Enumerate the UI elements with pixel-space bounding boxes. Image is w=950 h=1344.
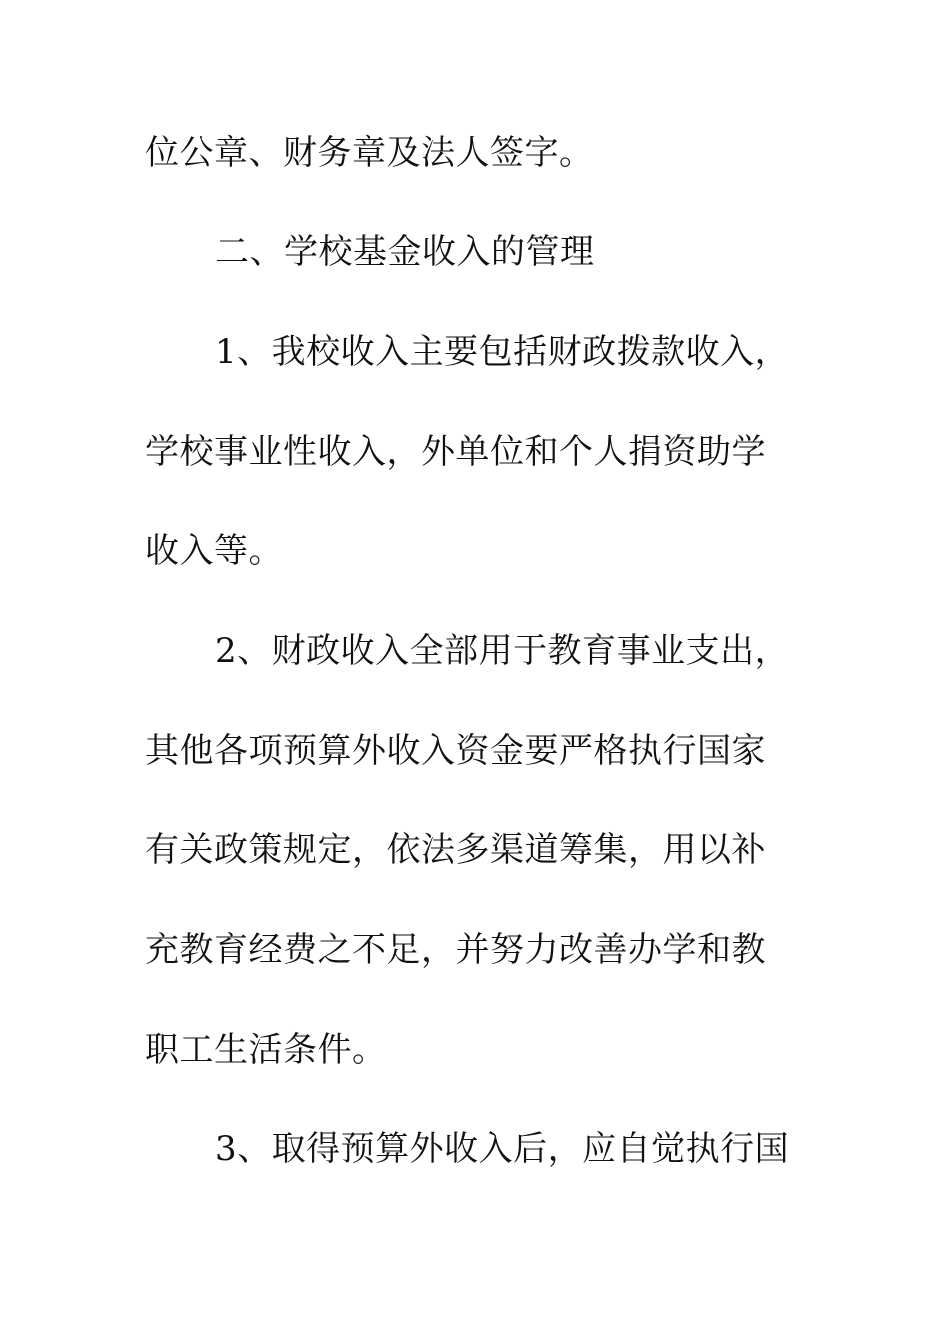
section-heading: 二、学校基金收入的管理	[215, 232, 595, 272]
item-2-line-5: 职工生活条件。	[145, 1030, 387, 1070]
item-2-line-3: 有关政策规定，依法多渠道筹集，用以补	[145, 830, 766, 870]
item-1-line-1: 1、我校收入主要包括财政拨款收入，	[215, 332, 790, 372]
item-1-line-3: 收入等。	[145, 531, 283, 571]
item-3-line-1: 3、取得预算外收入后，应自觉执行国	[215, 1129, 790, 1169]
text-line-1: 位公章、财务章及法人签字。	[145, 133, 594, 173]
item-2-line-1: 2、财政收入全部用于教育事业支出，	[215, 631, 790, 671]
item-2-line-2: 其他各项预算外收入资金要严格执行国家	[145, 731, 766, 771]
item-1-line-2: 学校事业性收入，外单位和个人捐资助学	[145, 432, 766, 472]
item-2-line-4: 充教育经费之不足，并努力改善办学和教	[145, 930, 766, 970]
